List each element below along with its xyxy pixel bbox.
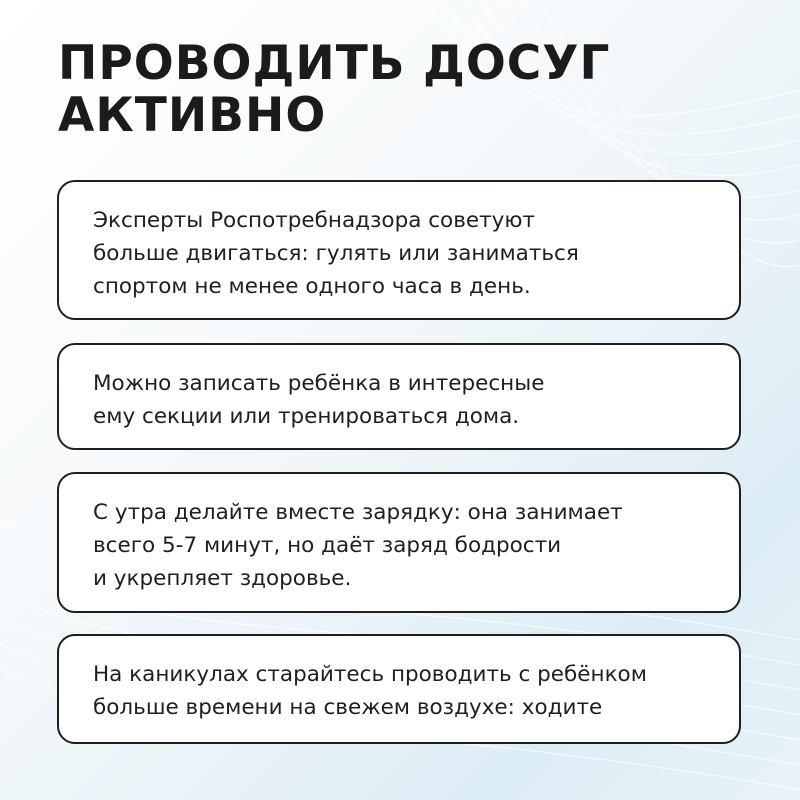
title-line-1: ПРОВОДИТЬ ДОСУГ (58, 36, 611, 91)
tip-card-walk-or-sport: Эксперты Роспотребнадзора советуют больше двигаться: гулять или заниматься спортом не менее одного часа в день. (57, 180, 741, 320)
tip-card-sports-sections: Можно записать ребёнка в интересные ему секции или тренироваться дома. (57, 343, 741, 450)
tip-card-fresh-air: На каникулах старайтесь проводить с ребёнком больше времени на свежем воздухе: ходите (57, 634, 741, 744)
tip-card-morning-exercise: С утра делайте вместе зарядку: она занимает всего 5-7 минут, но даёт заряд бодрости и укрепляет здоровье. (57, 472, 741, 613)
page-title (58, 38, 610, 142)
title-line-2: АКТИВНО (58, 88, 327, 143)
